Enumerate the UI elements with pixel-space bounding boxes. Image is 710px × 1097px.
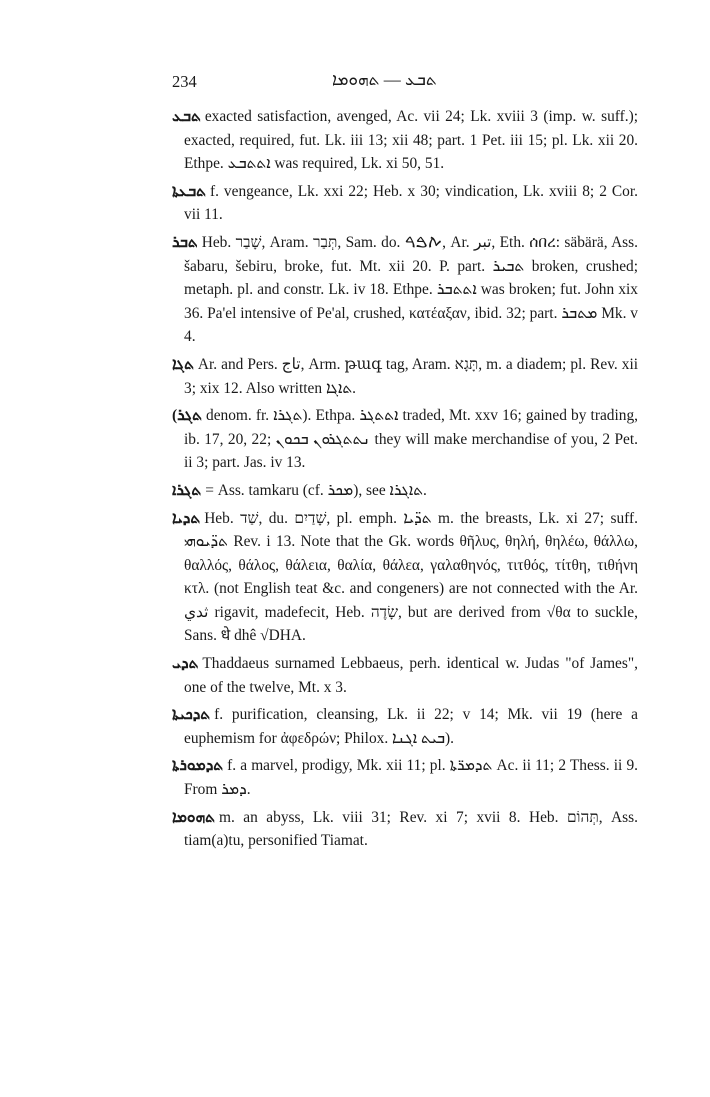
entry: [172, 703, 638, 750]
entry: [172, 507, 638, 649]
entry-text: = Ass. tamkaru (cf. ܡܟܪ), see ܬܐܓܪܐ.: [205, 481, 427, 499]
entry-text: f. vengeance, Lk. xxi 22; Heb. x 30; vindication, Lk. xviii 8; 2 Cor. vii 11.: [184, 182, 638, 224]
entry-headword: ܬܕܝ: [172, 655, 199, 673]
entry: [172, 180, 638, 227]
entry-headword: ܬܓܪܐ: [172, 481, 202, 499]
entry: [172, 806, 638, 853]
entries-column: [172, 100, 638, 857]
entry-headword: ܬܕܝܐ: [172, 509, 201, 527]
entry-headword: ܬܓܐ: [172, 355, 194, 373]
entry: [172, 652, 638, 699]
entry: [172, 105, 638, 176]
entry-text: Ar. and Pers. تاج, Arm. թագ tag, Aram. תָּגָא, m. a diadem; pl. Rev. xii 3; xix 12. Also written ܬܐܓܐ.: [184, 355, 638, 397]
entry-text: Heb. שָׁבַר, Aram. תְּבַר, Sam. do. ࠕࠁࠓ, Ar. تبر, Eth. ሰበረ: säbärä, Ass. šabaru, šebiru, broke, fut. Mt. xii 20. P. part. ܬܒܝܪ broken, crushed; metaph. pl. and constr. Lk. iv 18. Ethpe. ܐܬܬܒܪ was broken; fut. John xix 36. Pa'el intensive of Pe'al, crushed, κατέαξαν, ibid. 32; part. ܡܬܒܪ Mk. v 4.: [184, 233, 639, 346]
running-head: ܬܒܥ — ܬܗܘܡܐ: [332, 70, 437, 89]
entry: [172, 479, 638, 503]
entry: [172, 353, 638, 400]
entry-headword: ܬܗܘܡܐ: [172, 808, 215, 826]
entry-text: Thaddaeus surnamed Lebbaeus, perh. identical w. Judas "of James", one of the twelve, Mt. x 3.: [184, 655, 638, 696]
page-header: [172, 70, 636, 96]
entry-text: denom. fr. ܬܓܪܐ). Ethpa. ܐܬܬܓܪ traded, Mt. xxv 16; gained by trading, ib. 17, 20, 22; ܢܬܬܓܪܘܢ ܒܟܘܢ they will make merchandise of you, 2 Pet. ii 3; part. Jas. iv 13.: [184, 407, 638, 472]
entry-headword: ܬܕܟܝܬܐ: [172, 706, 211, 724]
entry-text: m. an abyss, Lk. viii 31; Rev. xi 7; xvii 8. Heb. תְּהוֹם, Ass. tiam(a)tu, personified Tiamat.: [184, 808, 638, 850]
entry: [172, 404, 638, 475]
entry-headword: (ܬܓܪ: [172, 407, 202, 425]
page-number: 234: [172, 72, 197, 91]
entry-text: f. a marvel, prodigy, Mk. xii 11; pl. ܬܕܡܪ̈ܬܐ Ac. ii 11; 2 Thess. ii 9. From ܕܡܪ.: [184, 757, 638, 799]
entry: [172, 231, 638, 349]
entry-text: f. purification, cleansing, Lk. ii 22; v 14; Mk. vii 19 (here a euphemism for ἀφεδρών; Philox. ܒܝܬ ܐܓܢܐ).: [184, 706, 638, 747]
entry-headword: ܬܕܡܘܪܬܐ: [172, 757, 224, 775]
entry-headword: ܬܒܥ: [172, 108, 201, 125]
entry-headword: ܬܒܪ: [172, 233, 198, 251]
entry-text: exacted satisfaction, avenged, Ac. vii 24; Lk. xviii 3 (imp. w. suff.); exacted, required, fut. Lk. iii 13; xii 48; part. 1 Pet. iii 15; pl. Lk. xii 20. Ethpe. ܐܬܬܒܥ was required, Lk. xi 50, 51.: [184, 108, 638, 173]
entry-text: Heb. שַׁד, du. שָׁדַיִם, pl. emph. ܬܕ̈ܝܐ m. the breasts, Lk. xi 27; suff. ܬܕ̈ܝܘܗܝ Rev. i 13. Note that the Gk. words θῆλυς, θηλή, θηλέω, θάλλω, θαλλός, θάλος, θάλεια, θαλία, θάλεα, γαλαθηνός, τιτθός, τίτθη, τιθήνη κτλ. (not English teat &c. and congeners) are not connected with the Ar. ثدي rigavit, madefecit, Heb. שָׂדֶה, but are derived from √θα to suckle, Sans. धे dhê √DHA.: [184, 509, 639, 645]
entry: [172, 754, 638, 801]
entry-headword: ܬܒܥܬܐ: [172, 182, 206, 200]
